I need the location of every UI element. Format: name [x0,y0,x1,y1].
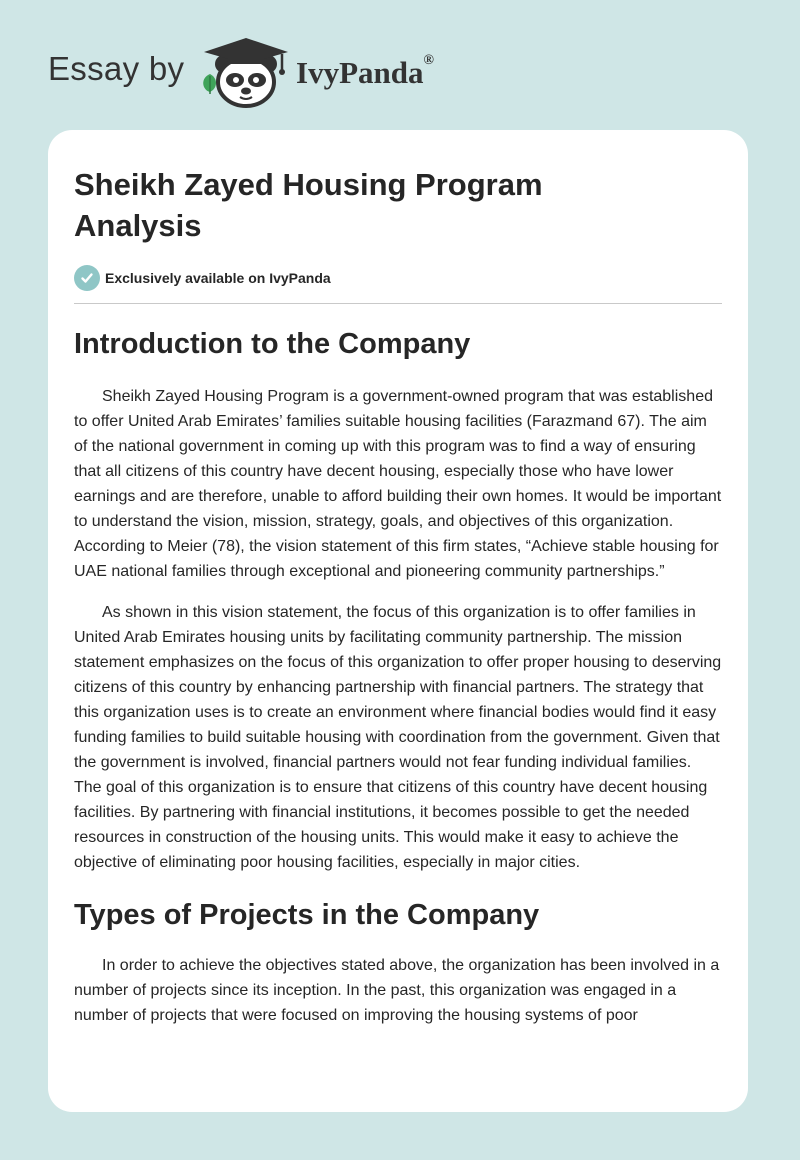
brand-name[interactable] [296,55,434,91]
exclusive-badge [74,265,722,291]
brand-name-text: IvyPanda [296,55,424,90]
section-heading: Types of Projects in the Company [74,899,540,931]
article-card [48,130,748,1112]
site-header [0,0,800,120]
registered-mark: ® [423,53,434,68]
paragraph: In order to achieve the objectives stated above, the organization has been involved in a number of projects since its inception. In the past, this organization was engaged in a number of projects that were focused on improving the housing systems of poor [74,957,720,1024]
brand-prefix: Essay by [48,50,185,87]
exclusive-label: Exclusively available on IvyPanda [105,270,331,286]
section-heading: Introduction to the Company [74,328,471,360]
divider [74,303,722,304]
panda-graduate-icon[interactable] [198,34,292,110]
paragraph: As shown in this vision statement, the focus of this organization is to offer families in United Arab Emirates housing units by facilitating community partnership. The mission statement emphasizes on the focus of this organization to offer proper housing to deserving citizens of this country by enhancing partnership with financial partners. The strategy that this organization uses is to create an environment where financial bodies would find it easy funding families to build suitable housing with coordination from the government. Given that the government is involved, financial partners would not fear funding individual families. The goal of this organization is to ensure that citizens of this country have decent housing facilities. By partnering with financial institutions, it becomes possible to get the needed resources in construction of the housing units. This would make it easy to achieve the objective of eliminating poor housing facilities, especially in major cities. [74,604,722,871]
article-content [74,164,722,1028]
paragraph: Sheikh Zayed Housing Program is a government-owned program that was established to offer United Arab Emirates’ families suitable housing facilities (Farazmand 67). The aim of the national government in coming up with this program was to find a way of ensuring that all citizens of this country have decent housing, especially those who have lower earnings and are therefore, unable to afford building their own homes. It would be important to understand the vision, mission, strategy, goals, and objectives of this organization. According to Meier (78), the vision statement of this firm states, “Achieve stable housing for UAE national families through exceptional and pioneering community partnerships.” [74,388,722,580]
check-icon [74,265,100,291]
page-title: Sheikh Zayed Housing Program Analysis [74,167,543,243]
